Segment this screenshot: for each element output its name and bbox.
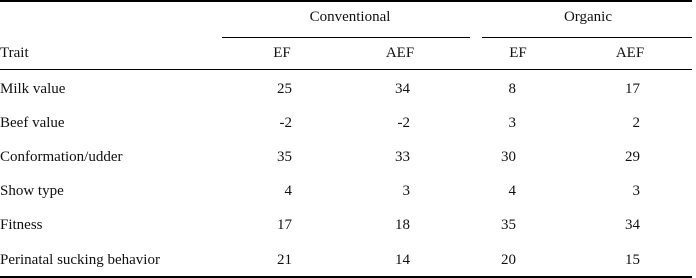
row-trait: Fitness bbox=[0, 217, 43, 233]
row-value-conventional-aef: 3 bbox=[402, 183, 410, 199]
row-value-conventional-aef: 14 bbox=[395, 252, 410, 268]
row-trait: Perinatal sucking behavior bbox=[0, 252, 160, 268]
row-value-organic-aef: 15 bbox=[625, 252, 640, 268]
row-value-conventional-ef: 4 bbox=[284, 183, 292, 199]
row-value-organic-ef: 30 bbox=[501, 149, 516, 165]
conventional-span-rule bbox=[222, 37, 470, 38]
row-value-organic-ef: 35 bbox=[501, 217, 516, 233]
row-value-conventional-ef: 35 bbox=[277, 149, 292, 165]
row-value-conventional-ef: 21 bbox=[277, 252, 292, 268]
row-value-organic-ef: 3 bbox=[508, 115, 516, 131]
row-value-conventional-aef: 33 bbox=[395, 149, 410, 165]
col-header-conventional-ef: EF bbox=[273, 45, 291, 61]
row-trait: Beef value bbox=[0, 115, 65, 131]
row-trait: Show type bbox=[0, 183, 64, 199]
row-trait: Conformation/udder bbox=[0, 149, 123, 165]
row-value-conventional-aef: 18 bbox=[395, 217, 410, 233]
row-value-organic-aef: 3 bbox=[632, 183, 640, 199]
row-value-conventional-ef: 25 bbox=[277, 81, 292, 97]
row-value-organic-ef: 20 bbox=[501, 252, 516, 268]
row-value-organic-aef: 2 bbox=[632, 115, 640, 131]
row-value-conventional-ef: -2 bbox=[279, 115, 292, 131]
row-trait: Milk value bbox=[0, 81, 66, 97]
col-header-organic-aef: AEF bbox=[615, 45, 645, 61]
trait-column-header: Trait bbox=[0, 45, 29, 61]
header-bottom-rule bbox=[0, 69, 692, 70]
top-rule bbox=[0, 0, 692, 2]
group-header-organic: Organic bbox=[563, 9, 613, 25]
col-header-conventional-aef: AEF bbox=[385, 45, 415, 61]
row-value-conventional-aef: -2 bbox=[397, 115, 410, 131]
row-value-organic-ef: 8 bbox=[508, 81, 516, 97]
group-header-conventional: Conventional bbox=[309, 9, 391, 25]
organic-span-rule bbox=[482, 37, 692, 38]
row-value-conventional-aef: 34 bbox=[395, 81, 410, 97]
col-header-organic-ef: EF bbox=[509, 45, 527, 61]
row-value-conventional-ef: 17 bbox=[277, 217, 292, 233]
row-value-organic-ef: 4 bbox=[508, 183, 516, 199]
row-value-organic-aef: 29 bbox=[625, 149, 640, 165]
row-value-organic-aef: 34 bbox=[625, 217, 640, 233]
row-value-organic-aef: 17 bbox=[625, 81, 640, 97]
